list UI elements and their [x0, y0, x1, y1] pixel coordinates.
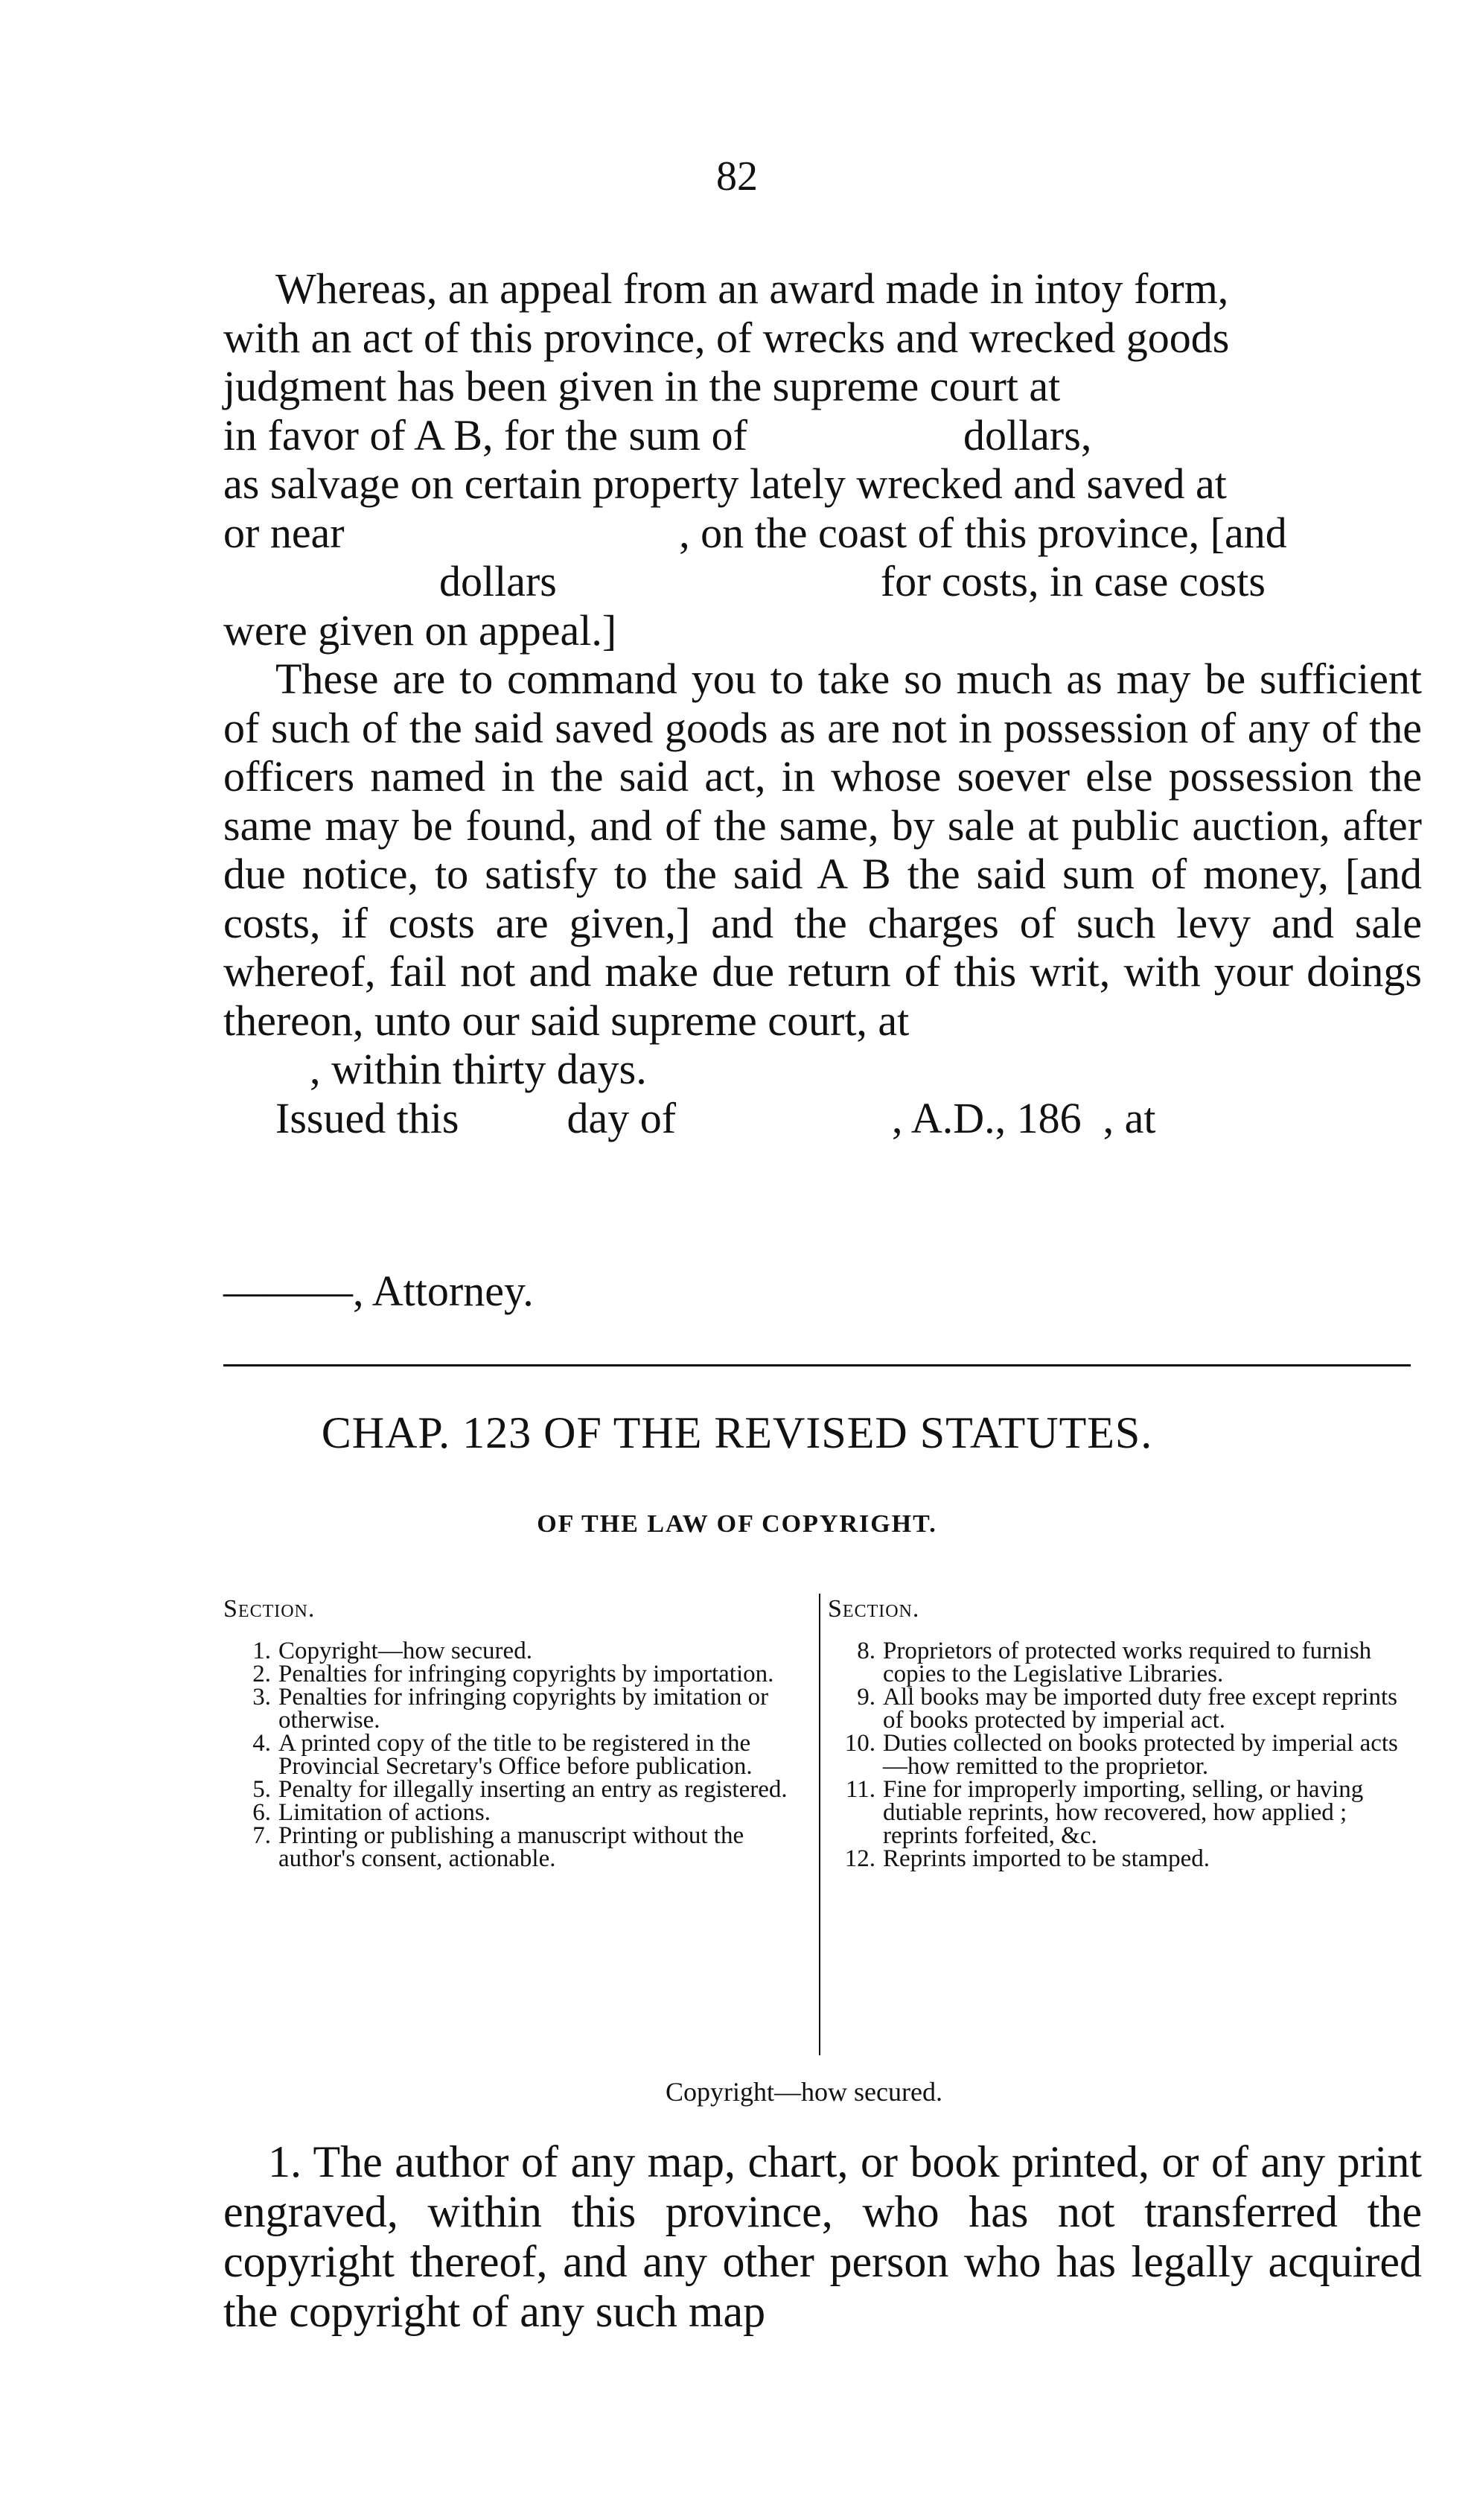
chapter-subtitle: OF THE LAW OF COPYRIGHT. [537, 1510, 937, 1538]
toc-item-number: 10. [844, 1730, 875, 1757]
toc-item-number: 8. [857, 1638, 875, 1664]
page-number: 82 [716, 153, 758, 200]
toc-item-number: 5. [252, 1776, 271, 1803]
toc-item [828, 1778, 1416, 1848]
toc-item-number: 4. [252, 1730, 271, 1757]
toc-item [223, 1732, 811, 1778]
toc-item-text: Duties collected on books protected by imperial acts—how remitted to the proprietor. [883, 1730, 1398, 1780]
toc-item-text: A printed copy of the title to be registered in the Provincial Secretary's Office before publication. [278, 1730, 753, 1780]
writ-command-paragraph: These are to command you to take so much as may be sufficient of such of the said saved goods as are not in possession of any of the officers named in the said act, in whose soever else possession the same may be found, and of the same, by sale at public auction, after due notice, to satisfy to the said A B the said sum of money, [and costs, if costs are given,] and the charges of such levy and sale whereof, fail not and make due return of this writ, with your doings thereon, unto our said supreme court, at [223, 655, 1422, 1045]
section-1-heading: Copyright—how secured. [666, 2077, 942, 2107]
writ-issued-line: Issued this day of , A.D., 186 , at [275, 1093, 1156, 1142]
toc-item-text: Proprietors of protected works required to furnish copies to the Legislative Libraries. [883, 1638, 1372, 1687]
writ-line-5: as salvage on certain property lately wrecked and saved at [223, 459, 1227, 508]
toc-right-column [828, 1597, 1416, 1871]
toc-right-heading: Section. [828, 1595, 920, 1623]
toc-item [828, 1686, 1416, 1732]
toc-item [223, 1778, 811, 1801]
toc-item-number: 12. [844, 1845, 875, 1872]
toc-item-number: 6. [252, 1799, 271, 1826]
toc-item [223, 1686, 811, 1732]
toc-item-text: Copyright—how secured. [278, 1638, 532, 1664]
toc-item [223, 1663, 811, 1686]
chapter-title: CHAP. 123 OF THE REVISED STATUTES. [321, 1408, 1153, 1457]
toc-item [828, 1845, 1416, 1872]
toc-item-text: Limitation of actions. [278, 1799, 491, 1826]
writ-line-3: judgment has been given in the supreme court at [223, 362, 1061, 410]
attorney-line: ———, Attorney. [223, 1267, 534, 1315]
toc-item-text: Fine for improperly importing, selling, or having dutiable reprints, how recovered, how applied ; reprints forfeited, &c. [883, 1776, 1364, 1849]
toc-item-text: Reprints imported to be stamped. [883, 1845, 1210, 1872]
writ-line-8: were given on appeal.] [223, 605, 617, 655]
toc-item-text: Printing or publishing a manuscript without the author's consent, actionable. [278, 1822, 744, 1872]
writ-line-1: Whereas, an appeal from an award made in intoy form, [275, 264, 1229, 313]
toc-item [223, 1824, 811, 1871]
toc-item-number: 7. [252, 1822, 271, 1849]
toc-left-heading: Section. [223, 1595, 316, 1623]
section-1-text: 1. The author of any map, chart, or book printed, or of any print engraved, within this province, who has not transferred the copyright thereof, and any other person who has legally acquired the copyright of any such map [223, 2137, 1422, 2336]
toc-column-divider [819, 1594, 820, 2055]
toc-item [223, 1640, 811, 1663]
toc-item-number: 9. [857, 1684, 875, 1711]
toc-item-number: 1. [252, 1638, 271, 1664]
toc-item [223, 1801, 811, 1824]
writ-line-6: or near , on the coast of this province, [and [223, 508, 1287, 557]
toc-item-text: Penalties for infringing copyrights by imitation or otherwise. [278, 1684, 769, 1734]
writ-text [223, 264, 1422, 1142]
writ-line-2: with an act of this province, of wrecks and wrecked goods [223, 313, 1230, 362]
toc-item-text: Penalties for infringing copyrights by importation. [278, 1661, 774, 1687]
toc-item-number: 3. [252, 1684, 271, 1711]
toc-item-number: 11. [845, 1776, 875, 1803]
toc-item [828, 1732, 1416, 1778]
writ-line-7: dollars for costs, in case costs [223, 557, 1266, 605]
toc-item [828, 1640, 1416, 1686]
toc-item-text: All books may be imported duty free except reprints of books protected by imperial act. [883, 1684, 1397, 1734]
writ-line-4: in favor of A B, for the sum of dollars, [223, 410, 1092, 459]
section-divider-rule [223, 1364, 1411, 1366]
toc-left-column [223, 1597, 811, 1871]
toc-item-number: 2. [252, 1661, 271, 1687]
toc-item-text: Penalty for illegally inserting an entry as registered. [278, 1776, 788, 1803]
writ-within-line: , within thirty days. [223, 1045, 647, 1093]
